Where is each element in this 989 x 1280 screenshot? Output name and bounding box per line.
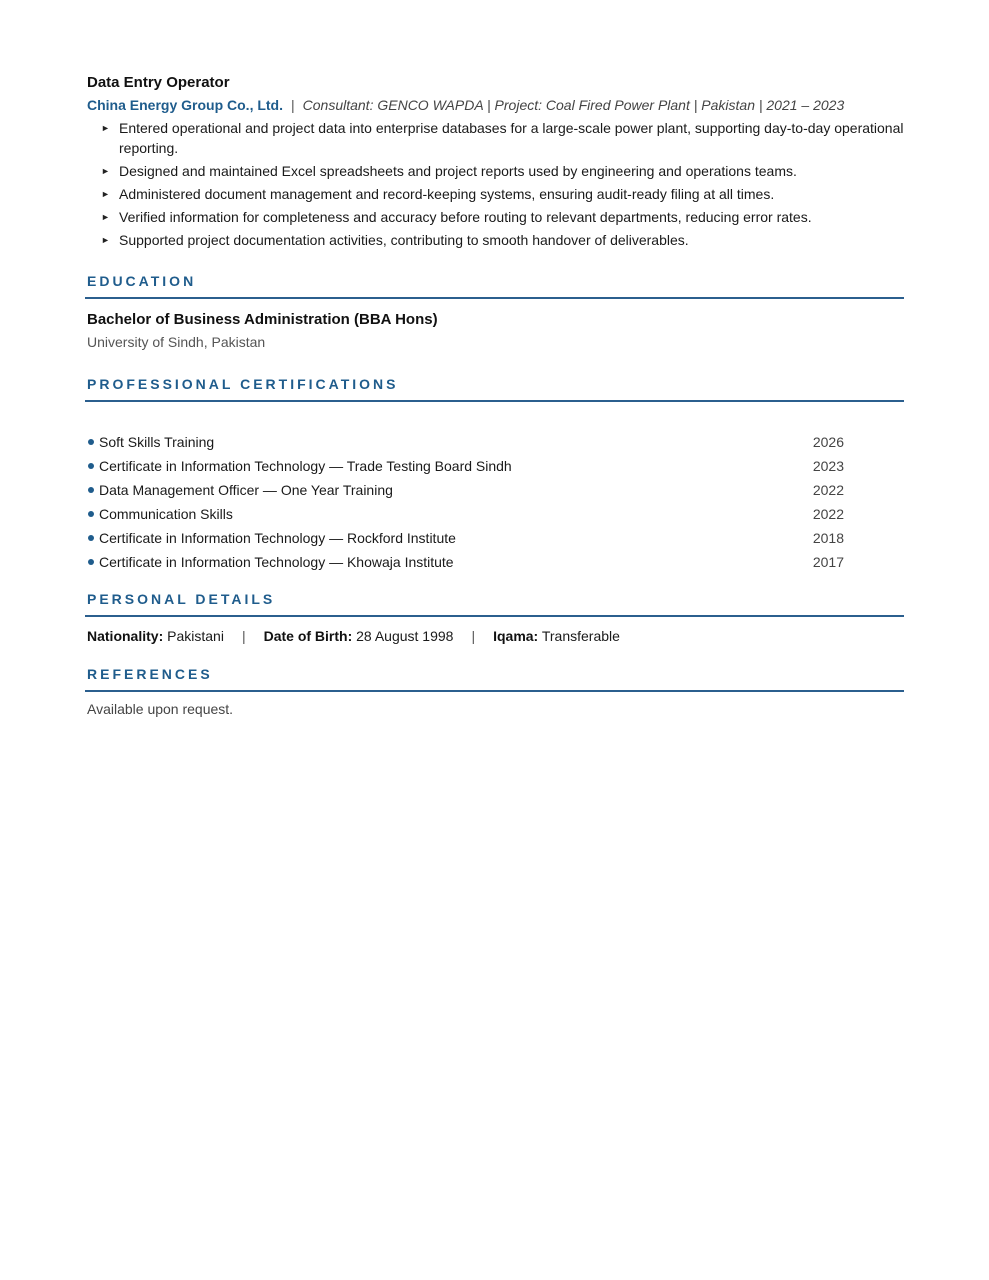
dot-bullet-icon [88,487,94,493]
list-item [87,454,844,478]
triangle-bullet-icon: ► [101,166,110,176]
section-divider [85,615,904,617]
cert-year: 2022 [812,506,844,522]
detail-separator: | [471,628,476,644]
cert-name-wrap [87,478,393,502]
list-item [87,184,904,204]
school-name: University of Sindh, Pakistan [87,334,266,350]
cert-name: Certificate in Information Technology — Rockford Institute [99,530,456,546]
cert-name: Communication Skills [99,506,233,522]
bullet-text: Designed and maintained Excel spreadsheets and project reports used by engineering and operations teams. [119,163,797,179]
nationality-label: Nationality: [87,628,164,644]
list-item [87,502,844,526]
dot-bullet-icon [88,559,94,565]
cert-year: 2018 [812,530,844,546]
triangle-bullet-icon: ► [101,212,110,222]
cert-name: Data Management Officer — One Year Training [99,482,393,498]
list-item [87,430,844,454]
dot-bullet-icon [88,463,94,469]
cert-year: 2017 [812,554,844,570]
dob-label: Date of Birth: [263,628,353,644]
references-text: Available upon request. [87,701,234,717]
section-divider [85,690,904,692]
section-divider [85,400,904,402]
job-meta [87,94,904,116]
section-title-certifications: PROFESSIONAL CERTIFICATIONS [87,376,399,392]
cert-name: Certificate in Information Technology — Khowaja Institute [99,554,454,570]
section-divider [85,297,904,299]
cert-year: 2026 [812,434,844,450]
bullet-text: Verified information for completeness and accuracy before routing to relevant departments, reducing error rates. [119,209,812,225]
job-bullets [87,118,904,250]
certification-list [87,430,904,574]
list-item [87,526,844,550]
personal-details-line [87,625,904,647]
dot-bullet-icon [88,511,94,517]
meta-separator: | [291,97,295,113]
triangle-bullet-icon: ► [101,189,110,199]
triangle-bullet-icon: ► [101,235,110,245]
dot-bullet-icon [88,535,94,541]
cert-name-wrap [87,502,233,526]
resume-page [87,72,904,720]
cert-year: 2023 [812,458,844,474]
cert-name-wrap [87,550,454,574]
bullet-text: Administered document management and record-keeping systems, ensuring audit-ready filing at all times. [119,186,775,202]
dot-bullet-icon [88,439,94,445]
degree-title: Bachelor of Business Administration (BBA Hons) [87,311,438,328]
cert-name: Certificate in Information Technology — Trade Testing Board Sindh [99,458,512,474]
bullet-text: Entered operational and project data into enterprise databases for a large-scale power plant, supporting day-to-day operational reporting. [119,120,904,156]
cert-name-wrap [87,430,214,454]
cert-name: Soft Skills Training [99,434,215,450]
list-item [87,207,904,227]
list-item [87,161,904,181]
bullet-text: Supported project documentation activities, contributing to smooth handover of deliverables. [119,232,689,248]
experience-entry [87,72,904,250]
education-section [87,270,904,353]
detail-separator: | [241,628,246,644]
dob-value: 28 August 1998 [356,628,454,644]
section-title-personal: PERSONAL DETAILS [87,591,276,607]
cert-name-wrap [87,454,512,478]
certifications-section [87,373,904,574]
iqama-label: Iqama: [493,628,539,644]
company-name: China Energy Group Co., Ltd. [87,97,283,113]
list-item [87,118,904,158]
cert-year: 2022 [812,482,844,498]
list-item [87,230,904,250]
job-title: Data Entry Operator [87,74,230,91]
cert-name-wrap [87,526,456,550]
iqama-value: Transferable [541,628,620,644]
section-title-education: EDUCATION [87,273,197,289]
personal-details-section [87,588,904,647]
references-section [87,663,904,720]
job-details: Consultant: GENCO WAPDA | Project: Coal Fired Power Plant | Pakistan | 2021 – 2023 [302,97,845,113]
triangle-bullet-icon: ► [101,123,110,133]
list-item [87,550,844,574]
nationality-value: Pakistani [167,628,224,644]
list-item [87,478,844,502]
section-title-references: REFERENCES [87,666,213,682]
